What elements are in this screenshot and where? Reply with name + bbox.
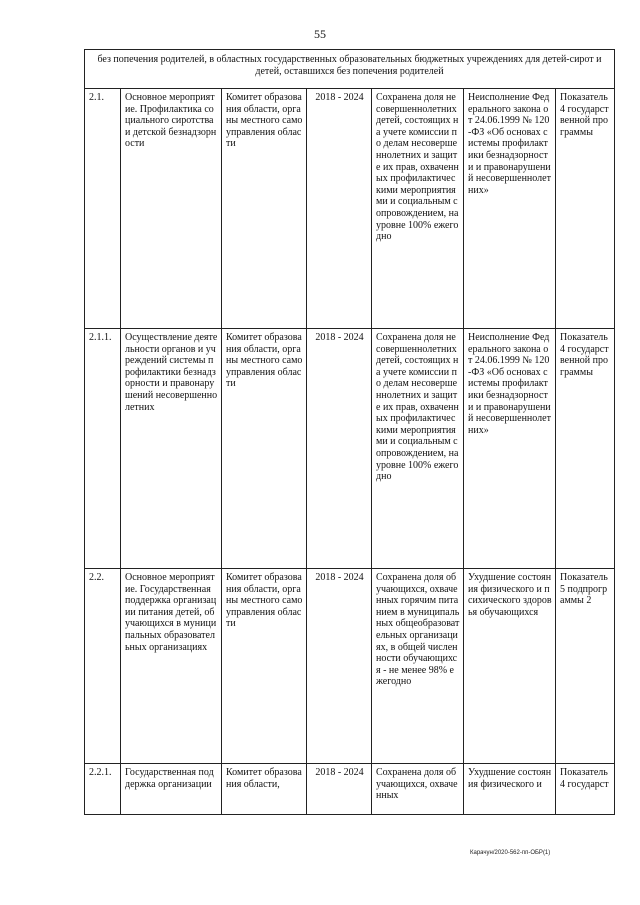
term: 2018 - 2024 <box>307 764 372 815</box>
page-number: 55 <box>314 27 326 41</box>
consequence: Неисполнение Федерального закона от 24.06.1999 № 120-ФЗ «Об основах системы профилактики безнадзорности и правонарушений несовершеннолетних» <box>464 89 556 329</box>
indicator: Показатель 4 государст <box>556 764 615 815</box>
row-number: 2.1. <box>85 89 121 329</box>
executor: Комитет образования области, органы местного самоуправления области <box>222 89 307 329</box>
row-number: 2.2.1. <box>85 764 121 815</box>
expected-result: Сохранена доля несовершеннолетних детей, состоящих на учете комиссии по делам несовершеннолетних и защите их прав, охваченных профилактическими мероприятиями и социальным сопровождением, на уровне 100% ежегодно <box>372 89 464 329</box>
consequence: Неисполнение Федерального закона от 24.06.1999 № 120-ФЗ «Об основах системы профилактики безнадзорности и правонарушений несовершеннолетних» <box>464 329 556 569</box>
term: 2018 - 2024 <box>307 329 372 569</box>
consequence: Ухудшение состояния физического и <box>464 764 556 815</box>
executor: Комитет образования области, органы местного самоуправления области <box>222 569 307 764</box>
footer-reference: Карачун/2020-562-пп-ОБР(1) <box>470 850 551 856</box>
indicator: Показатель 4 государственной программы <box>556 329 615 569</box>
executor: Комитет образования области, <box>222 764 307 815</box>
activity-name: Осуществление деятельности органов и учреждений системы профилактики безнадзорности и правонарушений несовершеннолетних <box>121 329 222 569</box>
table-row <box>85 329 615 569</box>
row-number: 2.2. <box>85 569 121 764</box>
activity-name: Основное мероприятие. Профилактика социального сиротства и детской безнадзорности <box>121 89 222 329</box>
table-row <box>85 569 615 764</box>
row-number: 2.1.1. <box>85 329 121 569</box>
expected-result: Сохранена доля обучающихся, охваченных горячим питанием в муниципальных общеобразовательных организациях, в общей численности обучающихся - не менее 98% ежегодно <box>372 569 464 764</box>
table-row <box>85 89 615 329</box>
executor: Комитет образования области, органы местного самоуправления области <box>222 329 307 569</box>
indicator: Показатель 4 государственной программы <box>556 89 615 329</box>
term: 2018 - 2024 <box>307 89 372 329</box>
term: 2018 - 2024 <box>307 569 372 764</box>
expected-result: Сохранена доля обучающихся, охваченных <box>372 764 464 815</box>
activity-name: Основное мероприятие. Государственная поддержка организации питания детей, обучающихся в муниципальных образовательных организациях <box>121 569 222 764</box>
activity-name: Государственная поддержка организации <box>121 764 222 815</box>
section-header: без попечения родителей, в областных государственных образовательных бюджетных учреждениях для детей-сирот и детей, оставшихся без попечения родителей <box>85 50 615 89</box>
program-table <box>84 49 615 815</box>
consequence: Ухудшение состояния физического и психического здоровья обучающихся <box>464 569 556 764</box>
table-row <box>85 764 615 815</box>
section-header-row <box>85 50 615 89</box>
indicator: Показатель 5 подпрограммы 2 <box>556 569 615 764</box>
expected-result: Сохранена доля несовершеннолетних детей, состоящих на учете комиссии по делам несовершеннолетних и защите их прав, охваченных профилактическими мероприятиями и социальным сопровождением, на уровне 100% ежегодно <box>372 329 464 569</box>
